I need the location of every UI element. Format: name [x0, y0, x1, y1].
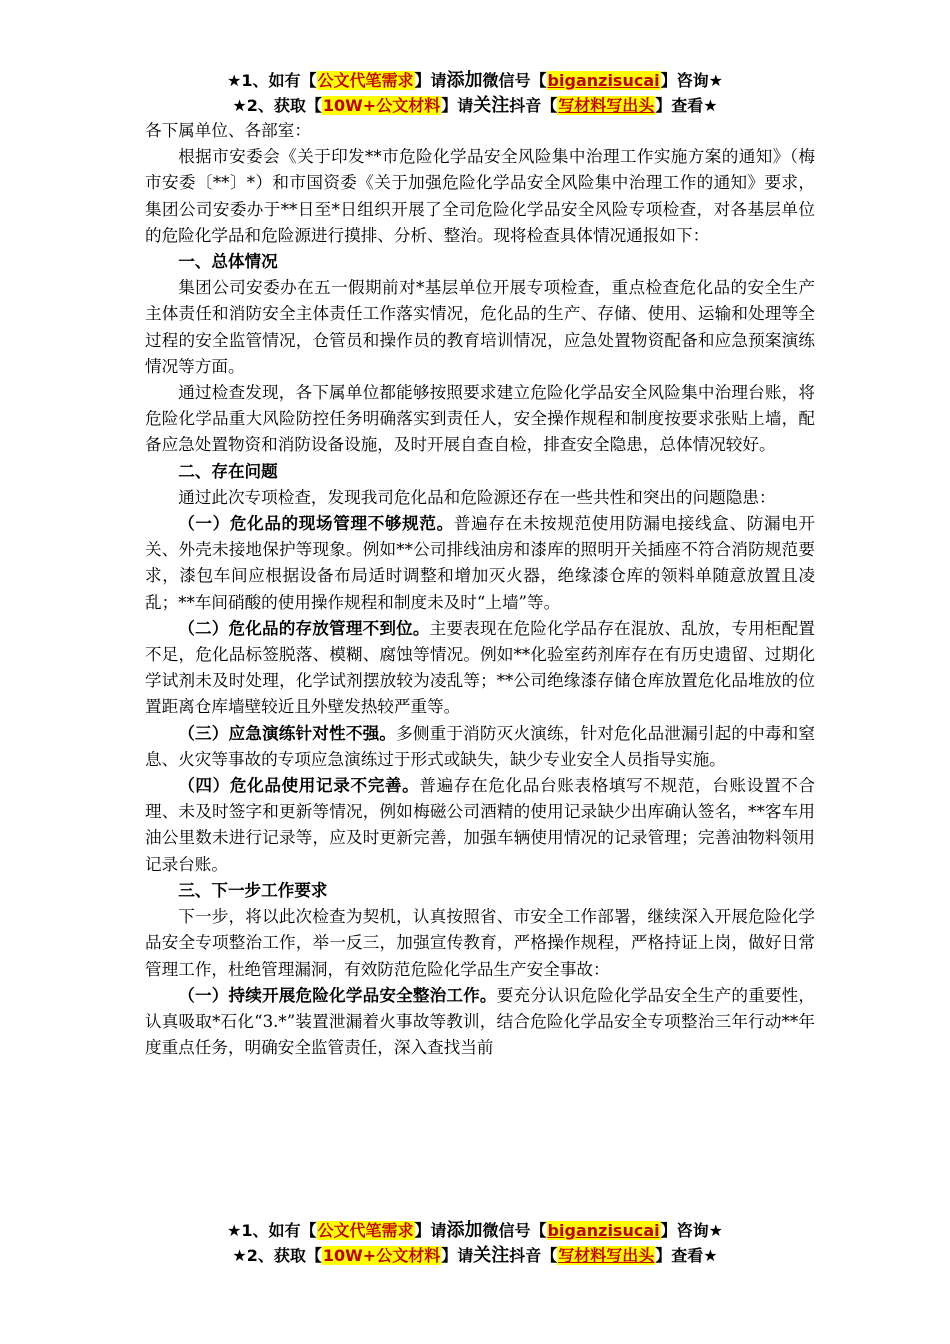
issue-text: 普遍存在未按规范使用防漏电接线盒、防漏电开关、外壳未接地保护等现象。例如**公司排线油房和漆库的照明开关插座不符合消防规范要求，漆包车间应根据设备布局适时调整和增加灭火器，绝缘漆仓库的领料单随意放置且凌乱；**车间硝酸的使用操作规程和制度未及时“上墙”等。 — [145, 514, 816, 612]
issue-title: （二）危化品的存放管理不到位。 — [178, 618, 430, 638]
paragraph: 集团公司安委办在五一假期前对*基层单位开展专项检查，重点检查危化品的安全生产主体责任和消防安全主体责任工作落实情况，危化品的生产、存储、使用、运输和处理等全过程的安全监管情况，仓管员和操作员的教育培训情况，应急处置物资配备和应急预案演练情况等方面。 — [145, 278, 815, 376]
section-heading-overview: 一、总体情况 — [178, 252, 278, 272]
promo-highlight: 公文代笔需求 — [317, 71, 414, 90]
issue-title: （一）危化品的现场管理不够规范。 — [178, 514, 454, 534]
promo-text: ★2、获取【 — [232, 1246, 322, 1265]
promo-text: 】查看★ — [655, 1246, 718, 1265]
promo-text: 抖音【 — [509, 96, 558, 115]
intro-paragraph: 根据市安委会《关于印发**市危险化学品安全风险集中治理工作实施方案的通知》（梅市安委〔**〕*）和市国资委《关于加强危险化学品安全风险集中治理工作的通知》要求，集团公司安委办于**日至*日组织开展了全司危险化学品安全风险专项检查，对各基层单位的危险化学品和危险源进行摸排、分析、整治。现将检查具体情况通报如下： — [145, 147, 815, 245]
issue-paragraph — [145, 773, 815, 878]
promo-text: ★2、获取【 — [232, 96, 322, 115]
issue-paragraph — [145, 721, 815, 773]
issue-paragraph — [145, 616, 815, 721]
requirement-title: （一）持续开展危险化学品安全整治工作。 — [178, 985, 497, 1005]
promo-text: 抖音【 — [509, 1246, 558, 1265]
promo-text: 】咨询★ — [660, 71, 723, 90]
promo-line-2 — [0, 1243, 950, 1268]
promo-line-1 — [0, 68, 950, 93]
section-heading-problems: 二、存在问题 — [178, 461, 278, 481]
promo-highlight: 10W+公文材料 — [322, 96, 441, 115]
promo-highlight: biganzisucai — [547, 1221, 660, 1240]
paragraph: 通过检查发现，各下属单位都能够按照要求建立危险化学品安全风险集中治理台账，将危险化学品重大风险防控任务明确落实到责任人，安全操作规程和制度按要求张贴上墙，配备应急处置物资和消防设备设施，及时开展自查自检，排查安全隐患，总体情况较好。 — [145, 383, 815, 455]
issue-title: （三）应急演练针对性不强。 — [178, 723, 397, 743]
promo-emphasis: 添加 — [446, 70, 483, 91]
promo-text: 微信号【 — [482, 1221, 547, 1240]
promo-highlight: 公文代笔需求 — [317, 1221, 414, 1240]
promo-banner-top — [0, 68, 950, 118]
promo-highlight: biganzisucai — [547, 71, 660, 90]
promo-line-2 — [0, 93, 950, 118]
promo-banner-bottom — [0, 1218, 950, 1268]
promo-text: 】请 — [414, 1221, 447, 1240]
requirement-text: 要充分认识危险化学品安全生产的重要性，认真吸取*石化“3.*”装置泄漏着火事故等教训，结合危险化学品安全专项整治三年行动**年度重点任务，明确安全监管责任，深入查找当前 — [145, 985, 816, 1058]
document-body — [145, 118, 815, 1061]
issue-text: 多侧重于消防灭火演练，针对危化品泄漏引起的中毒和窒息、火灾等事故的专项应急演练过于形式或缺失，缺少专业安全人员指导实施。 — [145, 723, 816, 769]
paragraph: 下一步，将以此次检查为契机，认真按照省、市安全工作部署，继续深入开展危险化学品安全专项整治工作，举一反三，加强宣传教育，严格操作规程，严格持证上岗，做好日常管理工作，杜绝管理漏洞，有效防范危险化学品生产安全事故： — [145, 907, 815, 979]
promo-text: 微信号【 — [482, 71, 547, 90]
requirement-paragraph — [145, 983, 815, 1062]
promo-text: 】查看★ — [655, 96, 718, 115]
issue-paragraph — [145, 511, 815, 616]
promo-text: 】请 — [441, 1246, 474, 1265]
promo-emphasis: 关注 — [473, 1245, 510, 1266]
promo-highlight: 写材料写出头 — [558, 1246, 655, 1265]
promo-text: ★1、如有【 — [227, 71, 317, 90]
promo-line-1 — [0, 1218, 950, 1243]
promo-text: 】请 — [441, 96, 474, 115]
promo-highlight: 写材料写出头 — [558, 96, 655, 115]
paragraph: 通过此次专项检查，发现我司危化品和危险源还存在一些共性和突出的问题隐患： — [178, 487, 776, 507]
salutation: 各下属单位、各部室： — [145, 121, 311, 140]
issue-text: 主要表现在危险化学品存在混放、乱放，专用柜配置不足，危化品标签脱落、模糊、腐蚀等情况。例如**化验室药剂库存在有历史遗留、过期化学试剂未及时处理，化学试剂摆放较为凌乱等；**公司绝缘漆存储仓库放置危化品堆放的位置距离仓库墙壁较近且外壁发热较严重等。 — [145, 618, 816, 717]
promo-emphasis: 关注 — [473, 95, 510, 116]
promo-highlight: 10W+公文材料 — [322, 1246, 441, 1265]
issue-title: （四）危化品使用记录不完善。 — [178, 776, 420, 796]
promo-text: ★1、如有【 — [227, 1221, 317, 1240]
promo-emphasis: 添加 — [446, 1220, 483, 1241]
promo-text: 】请 — [414, 71, 447, 90]
section-heading-next-steps: 三、下一步工作要求 — [178, 880, 328, 900]
issue-text: 普遍存在危化品台账表格填写不规范，台账设置不合理、未及时签字和更新等情况，例如梅磁公司酒精的使用记录缺少出库确认签名，**客车用油公里数未进行记录等，应及时更新完善，加强车辆使用情况的记录管理；完善油物料领用记录台账。 — [145, 776, 816, 874]
promo-text: 】咨询★ — [660, 1221, 723, 1240]
